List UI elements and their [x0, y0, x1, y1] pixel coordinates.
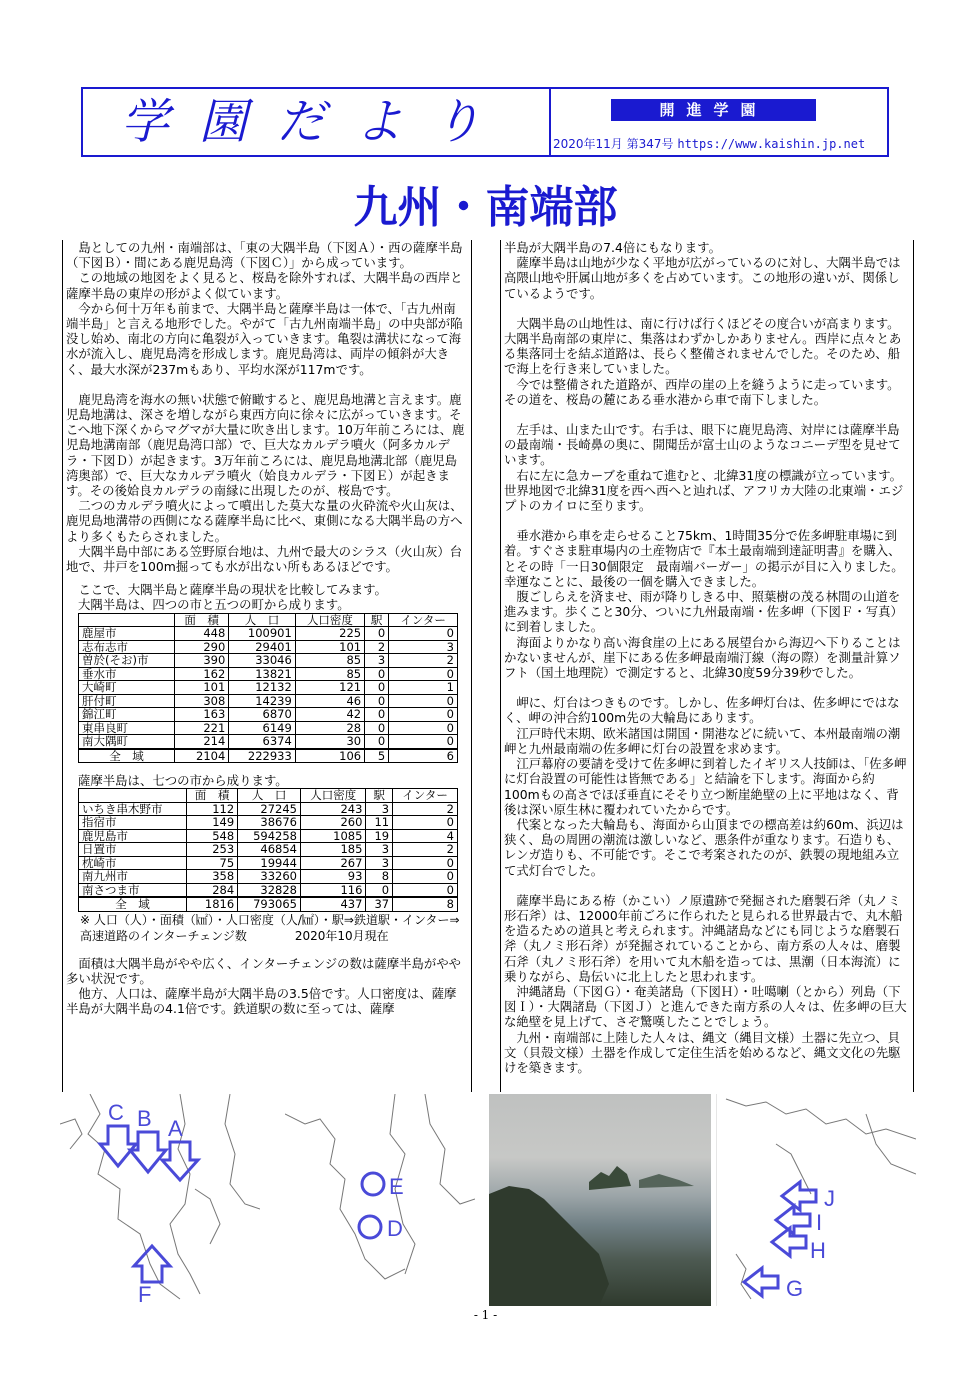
paragraph: 江戸時代末期、欧米諸国は開国・開港などに続いて、本州最南端の潮岬と九州最南端の佐多岬に灯台の設置を求めます。	[504, 725, 901, 756]
paragraph: 垂水港から車を走らせること75km、1時間35分で佐多岬駐車場に到着。すぐさま駐車場内の土産物店で『本土最南端到達証明書』を購入、とその時「一日30個限定 最南端バーガー」の掲示が目に入りました。幸運なことに、最後の一個を購入できました。	[504, 528, 904, 589]
website-url: https://www.kaishin.jp.net	[677, 137, 866, 151]
municipality-name: 南大隅町	[79, 735, 175, 749]
osumi-comparison-table	[78, 613, 458, 764]
municipality-name: いちき串木野市	[79, 802, 187, 816]
table-cell: 0	[389, 735, 458, 749]
paragraph: 薩摩半島にある栫（かこい）ノ原遺跡で発掘された磨製石斧（丸ノミ形石斧）は、12000年前ごろに作られたと見られる世界最古で、丸木船を造るための道具と考えられます。沖縄諸島などにも同じような磨製石斧（丸ノミ形石斧）が発掘されていることから、南方系の人々は、磨製石斧（丸ノミ形石斧）を用いて丸木船を造っては、黒潮（日本海流）に乗りながら、島伝いに北上したと思われます。	[504, 892, 903, 984]
table-cell: 185	[301, 843, 366, 857]
table-row	[79, 654, 458, 668]
table-cell: 0	[389, 708, 458, 722]
table-cell: 214	[175, 735, 229, 749]
municipality-name: 枕崎市	[79, 856, 187, 870]
table-cell: 2	[365, 640, 389, 654]
paragraph: 沖縄諸島（下図Ｇ）・奄美諸島（下図Ｈ）・吐噶喇（とから）列島（下図Ｉ）・大隅諸島（下図Ｊ）と進んできた南方系の人々は、佐多岬の巨大な絶壁を見上げて、さぞ驚嘆したことでしょう。	[504, 983, 907, 1030]
table-cell: 6149	[229, 721, 296, 735]
table-cell: 0	[365, 694, 389, 708]
map-label: A	[168, 1116, 183, 1141]
municipality-name: 錦江町	[79, 708, 175, 722]
paragraph: 今から何十万年も前まで、大隅半島と薩摩半島は一体で、「古九州南端半島」と言える地形でした。やがて「古九州南端半島」の中央部が陥没し始め、南北の方向に亀裂が入っていきます。亀裂は溝状になって海水が流入し、鹿児島湾を形成します。鹿児島湾は、両岸の傾斜が大きく、最大水深が237mもあり、平均水深が117mです。	[66, 300, 463, 377]
arrow-left-icon	[744, 1268, 778, 1296]
table-cell: 390	[175, 654, 229, 668]
municipality-name: 全 域	[79, 897, 187, 911]
column-header: 面 積	[186, 789, 237, 803]
table-cell: 33260	[238, 870, 301, 884]
table-cell: 0	[389, 721, 458, 735]
map-label: H	[810, 1238, 826, 1263]
municipality-name: 東串良町	[79, 721, 175, 735]
table-cell: 793065	[238, 897, 301, 911]
masthead-divider	[549, 89, 551, 155]
column-header: 人口密度	[301, 789, 366, 803]
table-cell: 0	[365, 667, 389, 681]
table-cell: 14239	[229, 694, 296, 708]
column-header: 人 口	[238, 789, 301, 803]
table-cell: 1816	[186, 897, 237, 911]
table-cell: 260	[301, 816, 366, 830]
table-cell: 11	[366, 816, 393, 830]
municipality-name: 鹿児島市	[79, 829, 187, 843]
table-cell: 75	[186, 856, 237, 870]
arrow-left-icon	[772, 1228, 806, 1256]
table-cell: 37	[366, 897, 393, 911]
table-cell: 594258	[238, 829, 301, 843]
municipality-name: 南さつま市	[79, 883, 187, 897]
table-cell: 33046	[229, 654, 296, 668]
municipality-name: 日置市	[79, 843, 187, 857]
table-cell: 149	[186, 816, 237, 830]
paragraph: 今では整備された道路が、西岸の崖の上を縫うように走っています。その道を、桜島の麓にある垂水港から車で南下しました。	[504, 376, 900, 407]
municipality-name: 大崎町	[79, 681, 175, 695]
table-cell: 437	[301, 897, 366, 911]
table-cell: 0	[365, 708, 389, 722]
table-cell: 93	[301, 870, 366, 884]
table-header-row	[79, 613, 458, 627]
map-label: E	[389, 1174, 404, 1199]
table-cell: 6374	[229, 735, 296, 749]
table-cell: 4	[393, 829, 458, 843]
table-cell: 8	[366, 870, 393, 884]
column-header	[79, 613, 175, 627]
table-cell: 28	[295, 721, 364, 735]
table-cell: 112	[186, 802, 237, 816]
arrow-down-icon	[130, 1132, 166, 1172]
issue-number: 2020年11月 第347号	[553, 137, 674, 151]
table-row	[79, 883, 458, 897]
paragraph: 江戸幕府の要請を受けて佐多岬に到着したイギリス人技師は、「佐多岬に灯台設置の可能性は皆無である」と結論を下します。海面から約100mもの高さでほぼ垂直にそそり立つ断崖絶壁の上に平地はなく、背後は深い原生林に覆われていたからです。	[504, 756, 907, 817]
table-cell: 253	[186, 843, 237, 857]
map-label: B	[137, 1106, 152, 1131]
table-cell: 116	[301, 883, 366, 897]
caldera-circle-icon	[362, 1173, 384, 1195]
paragraph: 二つのカルデラ噴火によって噴出した莫大な量の火砕流や火山灰は、鹿児島地溝帯の西側になる薩摩半島に比べ、東側になる大隅半島の方へより多くもたらされました。	[66, 498, 463, 544]
table-cell: 225	[295, 627, 364, 641]
column-header: 人 口	[229, 613, 296, 627]
table-cell: 2	[389, 654, 458, 668]
paragraph: 大隅半島中部にある笠野原台地は、九州で最大のシラス（火山灰）台地で、井戸を100m掘っても水が出ない所もあるほどです。	[66, 543, 463, 575]
table-cell: 3	[389, 640, 458, 654]
issue-info	[553, 135, 865, 152]
map-label: F	[138, 1282, 152, 1306]
table-cell: 101	[175, 681, 229, 695]
table-cell: 358	[186, 870, 237, 884]
table-cell: 8	[393, 897, 458, 911]
table-cell: 6	[389, 749, 458, 763]
table-row	[79, 856, 458, 870]
table-cell: 3	[365, 654, 389, 668]
table-cell: 221	[175, 721, 229, 735]
table-cell: 0	[389, 694, 458, 708]
arrow-down-icon	[100, 1126, 136, 1166]
paragraph: 薩摩半島は山地が少なく平地が広がっているのに対し、大隅半島では高隈山地や肝属山地が多くを占めています。この地形の違いが、関係しているようです。	[504, 255, 901, 301]
arrow-left-icon	[782, 1182, 816, 1210]
table-cell: 42	[295, 708, 364, 722]
map-label: I	[816, 1210, 823, 1235]
table-cell: 243	[301, 802, 366, 816]
cliff-silhouette	[489, 1094, 711, 1306]
paragraph: 岬に、灯台はつきものです。しかし、佐多岬灯台は、佐多岬にではなく、岬の沖合約100m先の大輪島にあります。	[504, 695, 900, 726]
paragraph: この地域の地図をよく見ると、桜島を除外すれば、大隅半島の西岸と薩摩半島の東岸の形がよく似ています。	[66, 270, 463, 301]
page-number: - 1 -	[473, 1308, 498, 1322]
table-cell: 121	[295, 681, 364, 695]
table-cell: 5	[365, 749, 389, 763]
table-row	[79, 681, 458, 695]
article-title: 九州・南端部	[353, 182, 618, 233]
table-cell: 85	[295, 654, 364, 668]
table-cell: 162	[175, 667, 229, 681]
table-caption-satsuma: 薩摩半島は、七つの市から成ります。	[78, 773, 288, 789]
masthead	[81, 87, 889, 157]
caldera-circle-icon	[359, 1216, 381, 1238]
left-column	[62, 240, 472, 1092]
table-row	[79, 667, 458, 681]
paragraph: 他方、人口は、薩摩半島が大隅半島の3.5倍です。人口密度は、薩摩半島が大隅半島の4.1倍です。鉄道駅の数に至っては、薩摩	[66, 986, 457, 1017]
table-cell: 0	[389, 667, 458, 681]
column-header	[79, 789, 187, 803]
table-cell: 0	[366, 883, 393, 897]
paragraph: 代案となった大輪島も、海面から山頂までの標高差は約60m、浜辺は狭く、島の周囲の潮流は激しいなど、悪条件が重なります。石造りも、レンガ造りも、不可能です。そこで考案されたのが、鉄製の現地組み立て式灯台でした。	[504, 816, 904, 878]
table-cell: 0	[393, 856, 458, 870]
map-label: G	[786, 1276, 804, 1301]
table-cell: 12132	[229, 681, 296, 695]
table-row	[79, 735, 458, 749]
table-cell: 0	[393, 883, 458, 897]
paragraph: 鹿児島湾を海水の無い状態で俯瞰すると、鹿児島地溝と言えます。鹿児島地溝は、深さを増しながら東西方向に徐々に広がっていきます。そこへ地下深くからマグマが大量に吹き出します。10万年前ころには、鹿児島地溝南部（鹿児島湾口部）で、巨大なカルデラ噴火（阿多カルデラ・下図Ｄ）が起きます。3万年前ころには、鹿児島地溝北部（鹿児島湾奥部）で、巨大なカルデラ噴火（姶良カルデラ・下図Ｅ）が起きます。その後姶良カルデラの南縁に出現したのが、桜島です。	[66, 391, 465, 499]
table-cell: 267	[301, 856, 366, 870]
table-cell: 13821	[229, 667, 296, 681]
table-cell: 30	[295, 735, 364, 749]
municipality-name: 南九州市	[79, 870, 187, 884]
table-row	[79, 816, 458, 830]
table-header-row	[79, 789, 458, 803]
table-cell: 19	[366, 829, 393, 843]
table-cell: 0	[365, 627, 389, 641]
table-cell: 46	[295, 694, 364, 708]
table-caption-osumi: 大隅半島は、四つの市と五つの町から成ります。	[78, 597, 350, 613]
municipality-name: 志布志市	[79, 640, 175, 654]
table-cell: 548	[186, 829, 237, 843]
municipality-name: 鹿屋市	[79, 627, 175, 641]
table-row	[79, 721, 458, 735]
table-row	[79, 708, 458, 722]
table-row	[79, 802, 458, 816]
paragraph: ここで、大隅半島と薩摩半島の現状を比較してみます。	[78, 582, 387, 598]
table-cell: 27245	[238, 802, 301, 816]
paragraph: 半島が大隅半島の7.4倍にもなります。	[504, 240, 721, 255]
table-cell: 284	[186, 883, 237, 897]
paragraph: 海面よりかなり高い海食崖の上にある展望台から海辺へ下りることはかないませんが、崖下にある佐多岬最南端汀線（海の際）を測量計算ソフト（国土地理院）で測定すると、北緯30度59分39秒でした。	[504, 634, 901, 681]
table-cell: 106	[295, 749, 364, 763]
municipality-name: 全 域	[79, 749, 175, 763]
table-cell: 3	[366, 802, 393, 816]
table-cell: 3	[366, 856, 393, 870]
table-note: ※ 人口（人）・面積（㎢）・人口密度（人/㎢）・駅⇒鉄道駅・インター⇒高速道路のインターチェンジ数 2020年10月現在	[80, 912, 460, 943]
table-cell: 0	[393, 870, 458, 884]
table-row	[79, 843, 458, 857]
arrow-left-icon	[776, 1206, 810, 1234]
paragraph: 左手は、山また山です。右手は、眼下に鹿児島湾、対岸には薩摩半島の最南端・長崎鼻の奥に、開聞岳が富士山のようなコニーデ型を見せています。	[504, 422, 901, 468]
cape-sata-photo	[489, 1094, 711, 1306]
table-cell: 46854	[238, 843, 301, 857]
paragraph: 九州・南端部に上陸した人々は、縄文（縄目文様）土器に先立つ、貝文（貝殻文様）土器を作成して定住生活を始めるなど、縄文文化の先駆けを築きます。	[504, 1029, 901, 1075]
table-cell: 100901	[229, 627, 296, 641]
arrow-down-icon	[162, 1142, 198, 1180]
table-cell: 2	[393, 843, 458, 857]
table-cell: 1	[389, 681, 458, 695]
table-cell: 448	[175, 627, 229, 641]
table-cell: 2104	[175, 749, 229, 763]
municipality-name: 肝付町	[79, 694, 175, 708]
map-label: J	[824, 1186, 835, 1211]
table-row	[79, 694, 458, 708]
table-cell: 0	[389, 627, 458, 641]
map-peninsulas	[60, 1094, 260, 1306]
column-header: 駅	[366, 789, 393, 803]
table-cell: 19944	[238, 856, 301, 870]
paragraph: 面積は大隅半島がやや広く、インターチェンジの数は薩摩半島がやや多い状況です。	[66, 955, 462, 987]
table-cell: 3	[366, 843, 393, 857]
paragraph: 右に左に急カーブを重ねて進むと、北緯31度の標識が立っています。世界地図で北緯31度を西へ西へと辿れば、アフリカ大陸の北東端・エジプトのカイロに至ります。	[504, 467, 904, 514]
table-cell: 38676	[238, 816, 301, 830]
table-cell: 101	[295, 640, 364, 654]
table-cell: 222933	[229, 749, 296, 763]
arrow-up-icon	[134, 1246, 170, 1282]
column-header: インター	[389, 613, 458, 627]
municipality-name: 指宿市	[79, 816, 187, 830]
table-cell: 308	[175, 694, 229, 708]
table-cell: 2	[393, 802, 458, 816]
map-label: C	[108, 1100, 124, 1125]
column-header: 駅	[365, 613, 389, 627]
column-header: 面 積	[175, 613, 229, 627]
table-cell: 6870	[229, 708, 296, 722]
table-cell: 0	[393, 816, 458, 830]
column-header: 人口密度	[295, 613, 364, 627]
table-cell: 1085	[301, 829, 366, 843]
table-cell: 290	[175, 640, 229, 654]
column-header: インター	[393, 789, 458, 803]
paragraph: 島としての九州・南端部は、「東の大隅半島（下図Ａ）・西の薩摩半島（下図Ｂ）・間にある鹿児島湾（下図Ｃ）」から成っています。	[66, 240, 463, 271]
right-column	[500, 240, 914, 1092]
satsuma-comparison-table	[78, 788, 458, 912]
map-label: D	[387, 1216, 403, 1241]
table-cell: 0	[365, 681, 389, 695]
table-row	[79, 870, 458, 884]
map-southern-islands	[716, 1094, 916, 1306]
paragraph: 腹ごしらえを済ませ、雨が降りしきる中、照葉樹の茂る林間の山道を進みます。歩くこと30分、ついに九州最南端・佐多岬（下図Ｆ・写真）に到着しました。	[504, 589, 903, 635]
table-cell: 0	[365, 735, 389, 749]
municipality-name: 垂水市	[79, 667, 175, 681]
newsletter-title: 学園だより	[120, 94, 511, 150]
table-cell: 163	[175, 708, 229, 722]
school-name-badge: 開進学園	[611, 99, 816, 121]
paragraph: 大隅半島の山地性は、南に行けば行くほどその度合いが高まります。大隅半島南部の東岸に、集落はわずかしかありません。西岸に点々とある集落同士を結ぶ道路は、長らく整備されませんでした。そのため、船で海上を行き来していました。	[504, 315, 902, 377]
municipality-name: 曽於(そお)市	[79, 654, 175, 668]
table-cell: 29401	[229, 640, 296, 654]
table-row	[79, 829, 458, 843]
table-cell: 32828	[238, 883, 301, 897]
table-cell: 85	[295, 667, 364, 681]
table-row	[79, 897, 458, 911]
map-calderas	[285, 1094, 475, 1306]
table-row	[79, 627, 458, 641]
table-cell: 0	[365, 721, 389, 735]
table-row	[79, 749, 458, 763]
table-row	[79, 640, 458, 654]
